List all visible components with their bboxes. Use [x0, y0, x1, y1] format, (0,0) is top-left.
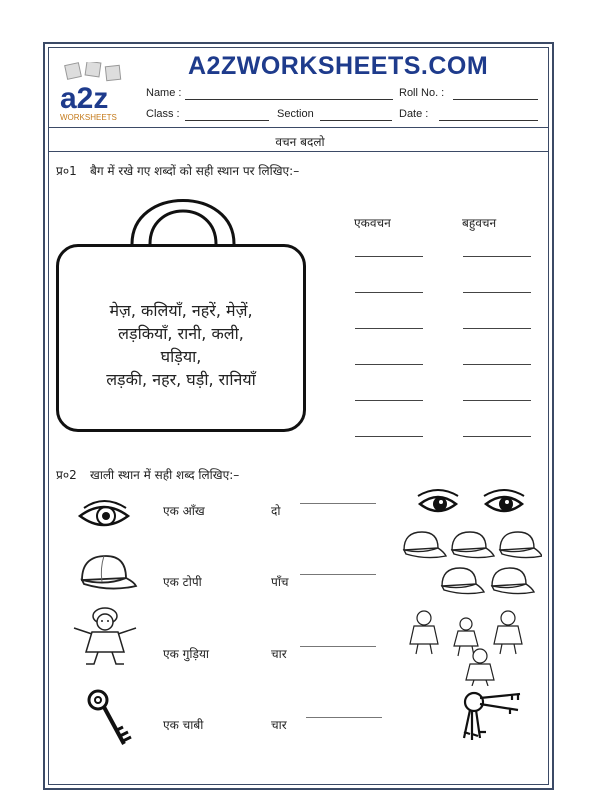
name-field[interactable] [185, 99, 393, 100]
eye-icon [76, 496, 132, 536]
four-dolls-icon [408, 606, 540, 686]
doll-icon [70, 606, 140, 668]
five-caps-icon [402, 528, 542, 598]
header-divider [48, 127, 549, 128]
title-divider [48, 151, 549, 152]
singular-blank[interactable] [355, 256, 423, 257]
date-label: Date : [399, 108, 429, 120]
word-bag [56, 244, 306, 432]
answer-blank[interactable] [306, 717, 382, 718]
bag-words-line-4: लड़की, नहर, घड़ी, रानियाँ [106, 370, 256, 389]
class-label: Class : [146, 108, 180, 120]
bag-words-line-3: घड़िया, [160, 347, 202, 366]
plural-blank[interactable] [463, 364, 531, 365]
singular-blank[interactable] [355, 400, 423, 401]
item-count: पाँच [271, 575, 289, 589]
plural-blank[interactable] [463, 292, 531, 293]
item-count: चार [271, 718, 287, 732]
key-bunch-icon [458, 688, 526, 744]
name-label: Name : [146, 87, 182, 99]
logo-text: a2z [60, 82, 109, 115]
cap-icon [76, 552, 138, 592]
plural-blank[interactable] [463, 400, 531, 401]
singular-blank[interactable] [355, 436, 423, 437]
plural-blank[interactable] [463, 256, 531, 257]
site-logo [56, 62, 136, 126]
plural-blank[interactable] [463, 328, 531, 329]
item-singular: एक चाबी [163, 718, 204, 732]
class-field[interactable] [185, 120, 269, 121]
item-singular: एक टोपी [163, 575, 202, 589]
singular-blank[interactable] [355, 364, 423, 365]
site-title: A2ZWORKSHEETS.COM [188, 52, 489, 80]
logo-subtext: WORKSHEETS [60, 113, 117, 122]
bag-words-line-1: मेज़, कलियाँ, नहरें, मेज़ें, [109, 301, 253, 320]
answer-blank[interactable] [300, 574, 376, 575]
worksheet-title: वचन बदलो [275, 135, 325, 149]
answer-blank[interactable] [300, 503, 376, 504]
roll-label: Roll No. : [399, 87, 445, 99]
item-singular: एक आँख [163, 504, 205, 518]
item-singular: एक गुड़िया [163, 647, 210, 661]
logo-graphic [56, 62, 136, 126]
singular-blank[interactable] [355, 292, 423, 293]
bag-handle-icon [128, 192, 238, 248]
col-singular-header: एकवचन [354, 216, 391, 230]
bag-words-line-2: लड़कियाँ, रानी, कली, [118, 324, 244, 343]
singular-blank[interactable] [355, 328, 423, 329]
answer-blank[interactable] [300, 646, 376, 647]
roll-field[interactable] [453, 99, 538, 100]
section-label: Section [277, 108, 314, 120]
q2-number: प्र०2 [56, 468, 77, 482]
key-icon [86, 688, 134, 752]
date-field[interactable] [439, 120, 538, 121]
section-field[interactable] [320, 120, 392, 121]
item-count: चार [271, 647, 287, 661]
col-plural-header: बहुवचन [462, 216, 497, 230]
q2-text: खाली स्थान में सही शब्द लिखिए:– [90, 468, 240, 482]
two-eyes-icon [414, 486, 534, 522]
plural-blank[interactable] [463, 436, 531, 437]
q1-number: प्र०1 [56, 164, 77, 178]
item-count: दो [271, 504, 281, 518]
q1-text: बैग में रखे गए शब्दों को सही स्थान पर लिखिए:– [90, 164, 300, 178]
